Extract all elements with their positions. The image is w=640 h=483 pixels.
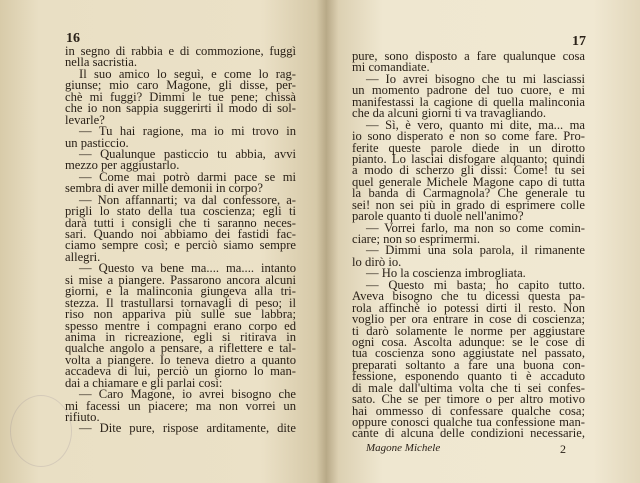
text-line: io sono disperato e non so come fare. Pro- bbox=[352, 129, 585, 144]
text-line: che da alcuni giorni ti va travagliando. bbox=[352, 106, 547, 121]
paragraph bbox=[352, 277, 585, 441]
text-line: di male dall'ultima volta che ti sei confes- bbox=[352, 380, 585, 395]
paragraph bbox=[65, 169, 296, 196]
text-line: la banda di Carmagnola? Che generale tu bbox=[352, 186, 585, 201]
text-line: — Questo mi basta; ho capito tutto. bbox=[366, 277, 585, 292]
text-line: ti darò solamente le norme per aggiustare bbox=[352, 323, 585, 338]
text-line: — Ho la coscienza imbrogliata. bbox=[366, 266, 526, 281]
text-line: cante di alcuna delle condizioni necessarie, bbox=[352, 426, 585, 441]
text-line: sembra di aver mille demonii in corpo? bbox=[65, 181, 263, 196]
text-line: — Qualunque pasticcio tu abbia, avvi bbox=[79, 146, 296, 161]
text-line: parole quanto ti duole nell'animo? bbox=[352, 209, 524, 224]
text-line: lo dirò io. bbox=[352, 254, 402, 269]
text-line: sei! non sei più in grado di esprimere colle bbox=[352, 197, 585, 212]
text-line: tua coscienza sono aggiustate nel passato, bbox=[352, 346, 585, 361]
paragraph bbox=[65, 389, 296, 423]
text-line: in segno di rabbia e di commozione, fuggì bbox=[65, 44, 296, 58]
text-line: pianto. Lo lasciai disfogare alquanto; quindi bbox=[352, 151, 585, 166]
text-line: — Dimmi una sola parola, il rimanente bbox=[366, 243, 585, 258]
page-body-text bbox=[352, 51, 585, 440]
text-line: manifestassi la cagione di quella malinconia bbox=[352, 94, 585, 109]
page-number: 17 bbox=[572, 34, 586, 49]
text-line: giorni, e la malinconia giungeva alla tri- bbox=[65, 284, 296, 299]
text-line: — Dite pure, rispose arditamente, dite bbox=[79, 421, 296, 436]
text-line: che io non sappia suggerirti il modo di sol- bbox=[65, 101, 296, 116]
text-line: spesso mentre i compagni erano corpo ed bbox=[65, 318, 296, 333]
text-line: quel generale Michele Magone capo di tutta bbox=[352, 174, 585, 189]
paragraph bbox=[352, 51, 585, 74]
text-line: — Questo va bene ma.... ma.... intanto bbox=[79, 261, 296, 276]
footer-title: Magone Michele bbox=[366, 442, 441, 454]
text-line: mi facessi un piacere; ma non vorrei un bbox=[65, 398, 296, 413]
text-line: — Vorrei farlo, ma non so come comin- bbox=[366, 220, 585, 235]
text-line: si mise a piangere. Passarono ancora alcuni bbox=[65, 272, 296, 287]
paragraph bbox=[65, 46, 296, 69]
paragraph bbox=[65, 126, 296, 149]
paragraph bbox=[352, 245, 585, 268]
right-page bbox=[326, 0, 640, 483]
text-line: oppure conosci qualche tua confessione man- bbox=[352, 415, 585, 429]
text-line: preparati soltanto a fare una buona con- bbox=[352, 357, 585, 372]
text-line: mezzo per aggiustarlo. bbox=[65, 158, 180, 173]
paragraph bbox=[65, 146, 296, 173]
text-line: riso non appariva più sulle sue labbra; bbox=[65, 307, 296, 322]
text-line: levarle? bbox=[65, 112, 105, 127]
paragraph bbox=[65, 192, 296, 264]
text-line: dai a chiamare e gli parlai così: bbox=[65, 375, 223, 390]
page-body-text bbox=[65, 46, 296, 435]
text-line: un momento padrone del tuo cuore, e mi bbox=[352, 83, 585, 98]
text-line: — Come mai potrò darmi pace se mi bbox=[79, 169, 296, 184]
text-line: a modo di scherzo gli dissi: Come! tu sei bbox=[352, 163, 585, 178]
text-line: accadeva di lui, perciò un giorno lo man- bbox=[65, 364, 296, 379]
text-line: prigli lo stato della tua coscienza; egli ti bbox=[65, 204, 296, 219]
text-line: stezza. Il trastullarsi tornavagli di peso; il bbox=[65, 295, 296, 310]
text-line: — Non affannarti; va dal confessore, a- bbox=[79, 192, 296, 207]
text-line: Il suo amico lo seguì, e come lo rag- bbox=[79, 66, 296, 81]
text-line: ogni cosa. Ascolta adunque: se le cose di bbox=[352, 334, 585, 349]
text-line: ferite queste parole diede in un dirotto bbox=[352, 140, 585, 155]
text-line: un pasticcio. bbox=[65, 135, 129, 150]
text-line: darà tutti i consigli che ti saranno neces- bbox=[65, 215, 296, 230]
text-line: — Io avrei bisogno che tu mi lasciassi bbox=[366, 71, 585, 86]
text-line: ciamo sempre così; e perciò siamo sempre bbox=[65, 238, 296, 253]
text-line: volta a piangere. Io teneva dietro a quanto bbox=[65, 352, 296, 367]
text-line: voglio per ora entrare in cose di coscienza; bbox=[352, 312, 585, 327]
paragraph bbox=[352, 220, 585, 246]
text-line: qualche angolo a pensare, a riflettere e tal- bbox=[65, 341, 296, 356]
paragraph bbox=[65, 66, 296, 127]
text-line: chè mi fuggi? Dimmi le tue pene; chissà bbox=[65, 89, 296, 104]
signature-mark: 2 bbox=[560, 442, 566, 456]
paragraph bbox=[65, 263, 296, 389]
text-line: giunse; mio caro Magone, gli disse, per- bbox=[65, 78, 296, 93]
text-line: allegri. bbox=[65, 249, 101, 264]
paragraph bbox=[65, 423, 296, 434]
text-line: — Caro Magone, io avrei bisogno che bbox=[79, 387, 296, 402]
paragraph bbox=[352, 117, 585, 224]
text-line: sari. Quando noi abbiamo dei fastidi fac- bbox=[65, 227, 296, 241]
text-line: Aveva bisogno che tu dicessi questa pa- bbox=[352, 289, 585, 304]
text-line: — Tu hai ragione, ma io mi trovo in bbox=[79, 124, 296, 139]
paragraph bbox=[352, 71, 585, 121]
text-line: sato. Che se per timore o per altro motivo bbox=[352, 392, 585, 407]
text-line: pure, sono disposto a fare qualunque cosa bbox=[352, 49, 585, 63]
text-line: rifiuto. bbox=[65, 410, 100, 424]
text-line: rola affinchè io potessi dirti il resto. Non bbox=[352, 300, 585, 315]
text-line: fessione, esponendo quanto ti è accaduto bbox=[352, 369, 585, 384]
library-stamp bbox=[10, 395, 72, 467]
text-line: hai ommesso di confessare qualche cosa; bbox=[352, 403, 585, 418]
text-line: ciare; non so esprimermi. bbox=[352, 232, 480, 246]
page-number: 16 bbox=[66, 31, 80, 46]
text-line: — Sì, è vero, quanto mi dite, ma... ma bbox=[366, 117, 585, 132]
text-line: mi comandiate. bbox=[352, 60, 430, 75]
text-line: nella sacristia. bbox=[65, 55, 138, 70]
text-line: anima in ricreazione, egli si ritirava in bbox=[65, 329, 296, 344]
